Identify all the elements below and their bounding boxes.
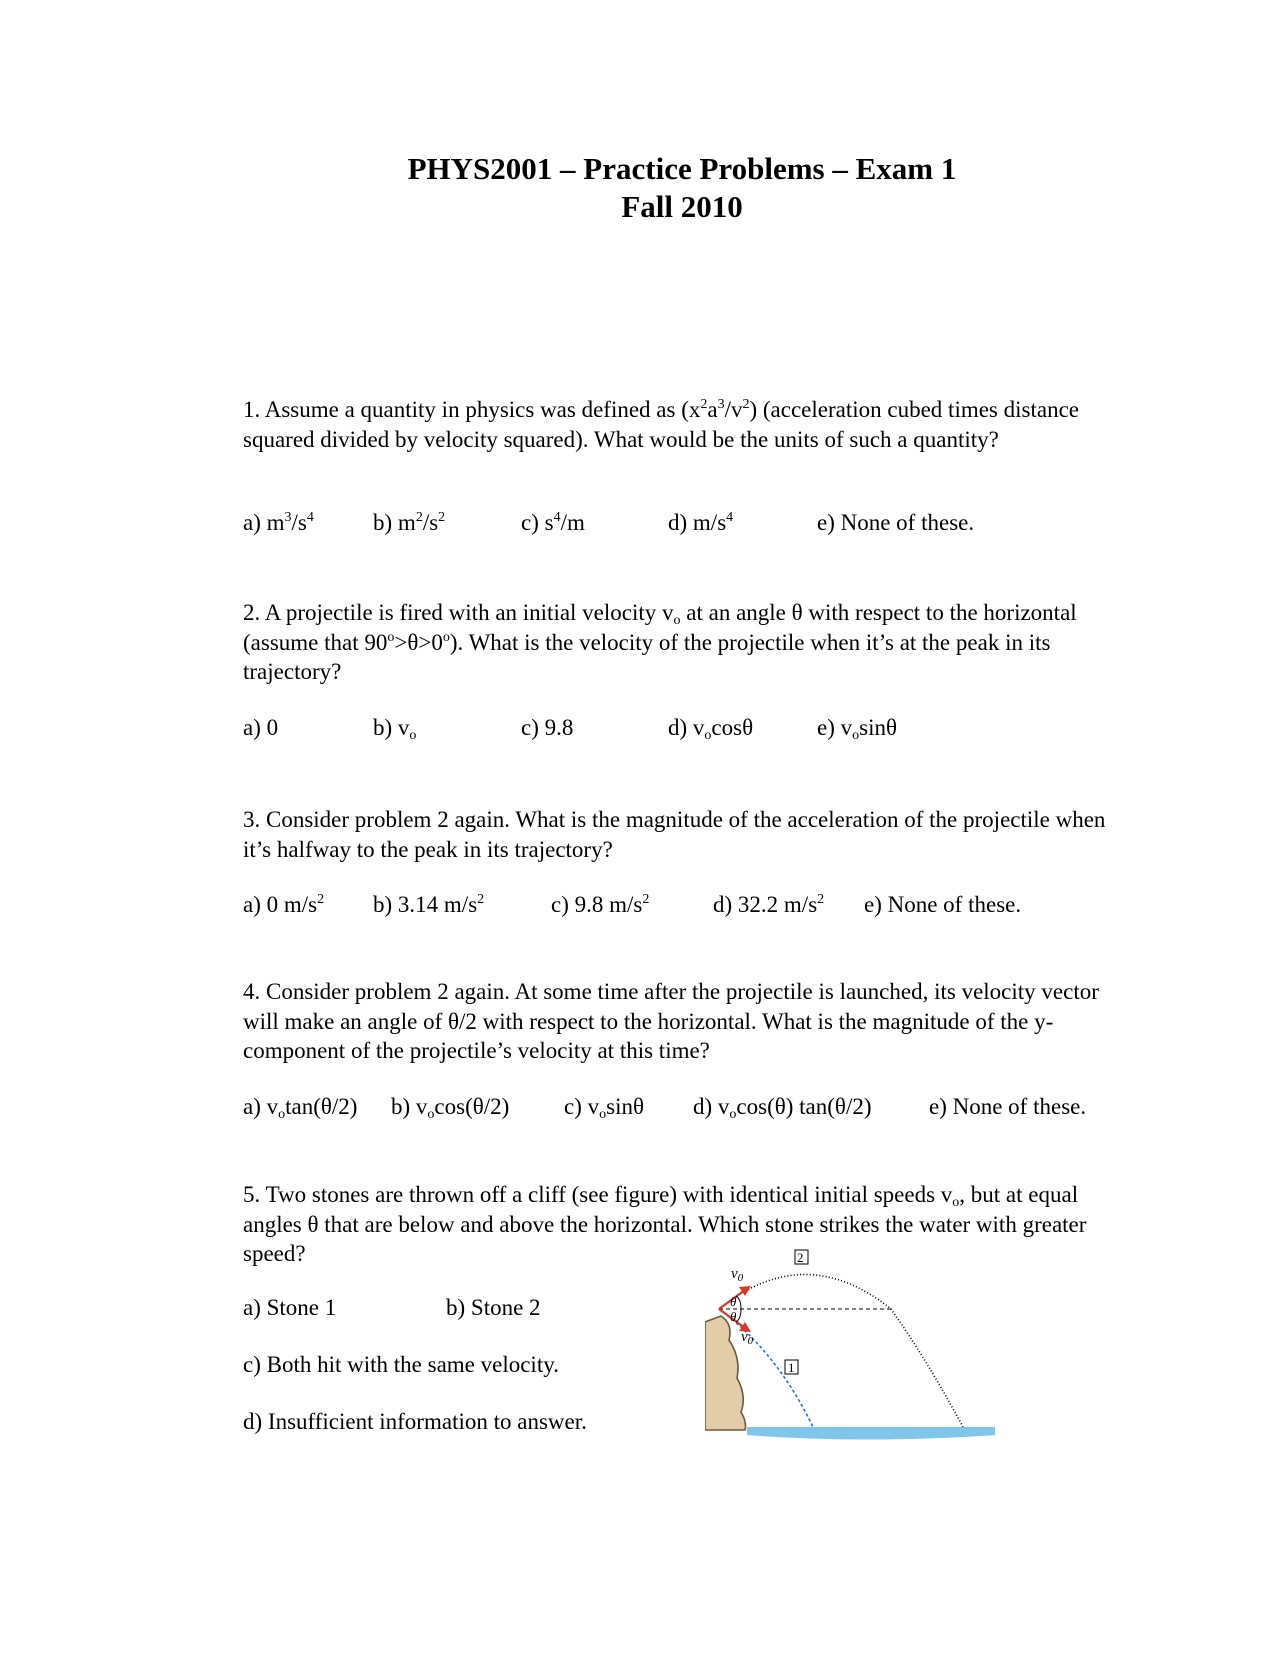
question-1-option-c[interactable]: c) $s^4/m$ — [521, 510, 585, 535]
question-4-option-b[interactable]: b) $v_o\cos(\theta/2)$ — [391, 1094, 510, 1122]
theta-arc-up — [736, 1296, 741, 1309]
cliff — [705, 1316, 746, 1430]
question-5-option-b[interactable]: b) Stone 2 — [446, 1295, 541, 1320]
question-3-text: 3. Consider problem 2 again. What is the magnitude of the acceleration of the projectile when it’s halfway to the peak in its trajectory? — [243, 807, 1106, 862]
question-5-text: 5. Two stones are thrown off a cliff (see figure) with identical initial speeds $v_o$, but at equal angles θ that are below and above the horizontal. Which stone strikes the water with greater speed? — [243, 1182, 1087, 1266]
page-title: PHYS2001 – Practice Problems – Exam 1 — [407, 151, 957, 186]
v0-label-top: $v_0$ — [731, 1266, 744, 1284]
theta-arc-down — [736, 1309, 741, 1322]
stone-2-label: 2 — [797, 1250, 804, 1265]
question-3-option-d[interactable]: d) 32.2 $m/s^2$ — [713, 892, 825, 917]
question-1-option-e[interactable]: e) None of these. — [817, 510, 975, 535]
question-5-option-a[interactable]: a) Stone 1 — [243, 1295, 337, 1320]
question-3-option-e[interactable]: e) None of these. — [864, 892, 1022, 917]
v0-label-bottom: $v_0$ — [741, 1329, 754, 1347]
question-4-option-c[interactable]: c) $v_o\sin\theta$ — [564, 1094, 644, 1122]
question-2-option-a[interactable]: a) 0 — [243, 715, 279, 740]
question-5-option-c[interactable]: c) Both hit with the same velocity. — [243, 1352, 559, 1377]
question-3-option-c[interactable]: c) 9.8 $m/s^2$ — [551, 892, 650, 917]
question-2-option-c[interactable]: c) 9.8 — [521, 715, 574, 740]
theta-label-up: θ — [730, 1294, 737, 1309]
water — [747, 1427, 995, 1440]
question-1-text: 1. Assume a quantity in physics was defined as $(x^2a^3/v^2)$ (acceleration cubed times distance squared divided by velocity squared). What would be the units of such a quantity? — [243, 397, 1079, 452]
question-1-option-b[interactable]: b) $m^2/s^2$ — [373, 510, 446, 535]
question-2-text: 2. A projectile is fired with an initial velocity $v_o$ at an angle θ with respect to the horizontal (assume that $90^o>\theta>0^o$). What is the velocity of the projectile when it’s at the peak in its trajectory? — [243, 600, 1077, 684]
question-1-option-a[interactable]: a) $m^3/s^4$ — [243, 510, 314, 535]
question-4-option-a[interactable]: a) $v_o\tan(\theta/2)$ — [243, 1094, 358, 1122]
question-1-option-d[interactable]: d) $m/s^4$ — [668, 510, 734, 535]
stone-2-trajectory — [719, 1275, 963, 1428]
question-4-text: 4. Consider problem 2 again. At some time after the projectile is launched, its velocity vector will make an angle of θ/2 with respect to the horizontal. What is the magnitude of the y-component of the projectile’s velocity at this time? — [243, 979, 1099, 1063]
question-5-option-d[interactable]: d) Insufficient information to answer. — [243, 1409, 587, 1434]
question-4-option-d[interactable]: d) $v_o\cos(\theta)$ tan(θ/2) — [693, 1094, 872, 1122]
question-2-option-e[interactable]: e) $v_o\sin\theta$ — [817, 715, 897, 743]
question-4-option-e[interactable]: e) None of these. — [929, 1094, 1087, 1119]
question-3-option-a[interactable]: a) 0 $m/s^2$ — [243, 892, 325, 917]
question-2-option-d[interactable]: d) $v_o\cos\theta$ — [668, 715, 754, 743]
question-2-option-b[interactable]: b) $v_o$ — [373, 715, 417, 743]
page-term: Fall 2010 — [621, 189, 743, 224]
stone-1-label: 1 — [788, 1360, 795, 1375]
theta-label-down: θ — [730, 1309, 737, 1324]
cliff-figure — [705, 1240, 995, 1460]
question-3-option-b[interactable]: b) 3.14 $m/s^2$ — [373, 892, 485, 917]
